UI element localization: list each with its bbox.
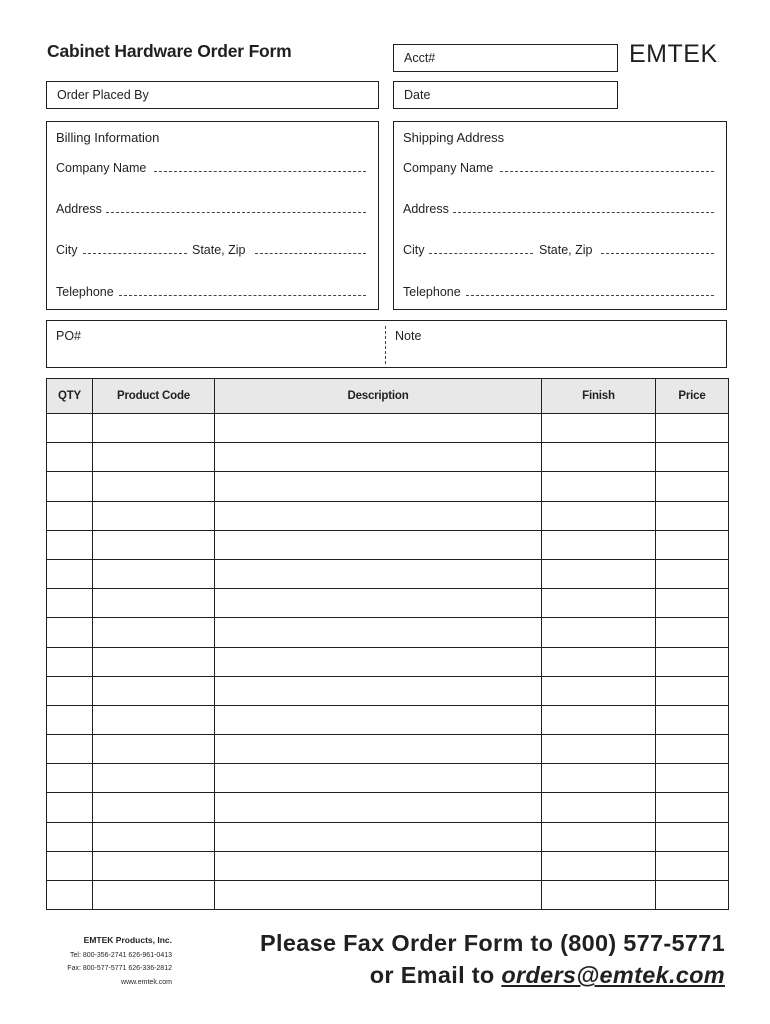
description-cell[interactable] xyxy=(215,735,542,764)
shipping-address-line[interactable] xyxy=(453,212,714,213)
qty-cell[interactable] xyxy=(47,443,93,472)
price-cell[interactable] xyxy=(656,589,729,618)
billing-address-label: Address xyxy=(56,202,102,216)
product-code-cell[interactable] xyxy=(93,881,215,910)
price-cell[interactable] xyxy=(656,764,729,793)
finish-cell[interactable] xyxy=(542,881,656,910)
description-cell[interactable] xyxy=(215,881,542,910)
table-row xyxy=(47,735,729,764)
product-code-cell[interactable] xyxy=(93,414,215,443)
product-code-cell[interactable] xyxy=(93,530,215,559)
date-field[interactable] xyxy=(393,81,618,109)
price-cell[interactable] xyxy=(656,443,729,472)
billing-state-zip-label: State, Zip xyxy=(192,243,246,257)
description-cell[interactable] xyxy=(215,414,542,443)
product-code-cell[interactable] xyxy=(93,793,215,822)
price-cell[interactable] xyxy=(656,793,729,822)
finish-cell[interactable] xyxy=(542,443,656,472)
price-cell[interactable] xyxy=(656,705,729,734)
qty-cell[interactable] xyxy=(47,559,93,588)
shipping-section xyxy=(393,121,727,310)
billing-city-line[interactable] xyxy=(83,253,187,254)
product-code-cell[interactable] xyxy=(93,735,215,764)
qty-cell[interactable] xyxy=(47,647,93,676)
emtek-logo xyxy=(629,40,720,69)
shipping-telephone-line[interactable] xyxy=(466,295,714,296)
shipping-company-label: Company Name xyxy=(403,161,494,175)
acct-field[interactable] xyxy=(393,44,618,72)
qty-cell[interactable] xyxy=(47,530,93,559)
finish-cell[interactable] xyxy=(542,676,656,705)
description-cell[interactable] xyxy=(215,472,542,501)
billing-company-label: Company Name xyxy=(56,161,147,175)
order-placed-by-label: Order Placed By xyxy=(57,88,149,102)
shipping-state-zip-line[interactable] xyxy=(601,253,714,254)
finish-cell[interactable] xyxy=(542,793,656,822)
description-cell[interactable] xyxy=(215,647,542,676)
description-cell[interactable] xyxy=(215,822,542,851)
finish-cell[interactable] xyxy=(542,559,656,588)
table-row xyxy=(47,647,729,676)
qty-cell[interactable] xyxy=(47,881,93,910)
description-cell[interactable] xyxy=(215,559,542,588)
description-cell[interactable] xyxy=(215,501,542,530)
table-header-row xyxy=(47,379,729,414)
company-info xyxy=(67,934,172,989)
price-cell[interactable] xyxy=(656,822,729,851)
column-header-price: Price xyxy=(656,379,729,414)
price-cell[interactable] xyxy=(656,676,729,705)
price-cell[interactable] xyxy=(656,647,729,676)
description-cell[interactable] xyxy=(215,530,542,559)
finish-cell[interactable] xyxy=(542,851,656,880)
price-cell[interactable] xyxy=(656,881,729,910)
billing-address-line[interactable] xyxy=(106,212,366,213)
finish-cell[interactable] xyxy=(542,618,656,647)
table-row xyxy=(47,414,729,443)
product-code-cell[interactable] xyxy=(93,589,215,618)
finish-cell[interactable] xyxy=(542,501,656,530)
finish-cell[interactable] xyxy=(542,472,656,501)
po-label: PO# xyxy=(56,329,82,343)
logo-dot: . xyxy=(717,58,720,64)
po-note-section xyxy=(46,320,727,368)
page-title: Cabinet Hardware Order Form xyxy=(47,41,292,61)
product-code-cell[interactable] xyxy=(93,764,215,793)
table-row xyxy=(47,443,729,472)
finish-cell[interactable] xyxy=(542,530,656,559)
finish-cell[interactable] xyxy=(542,414,656,443)
price-cell[interactable] xyxy=(656,472,729,501)
product-code-cell[interactable] xyxy=(93,705,215,734)
table-row xyxy=(47,705,729,734)
table-row xyxy=(47,793,729,822)
fax-instruction: Please Fax Order Form to (800) 577-5771 xyxy=(260,930,725,956)
finish-cell[interactable] xyxy=(542,735,656,764)
qty-cell[interactable] xyxy=(47,414,93,443)
description-cell[interactable] xyxy=(215,618,542,647)
price-cell[interactable] xyxy=(656,501,729,530)
date-label: Date xyxy=(404,88,431,102)
billing-section xyxy=(46,121,379,310)
qty-cell[interactable] xyxy=(47,735,93,764)
description-cell[interactable] xyxy=(215,676,542,705)
finish-cell[interactable] xyxy=(542,647,656,676)
qty-cell[interactable] xyxy=(47,793,93,822)
order-items-table xyxy=(46,378,729,910)
qty-cell[interactable] xyxy=(47,589,93,618)
column-header-finish: Finish xyxy=(542,379,656,414)
table-row xyxy=(47,559,729,588)
email-link[interactable]: orders@emtek.com xyxy=(501,962,725,988)
finish-cell[interactable] xyxy=(542,822,656,851)
shipping-address-label: Address xyxy=(403,202,449,216)
email-instruction xyxy=(370,962,725,989)
product-code-cell[interactable] xyxy=(93,647,215,676)
po-note-divider xyxy=(385,326,386,364)
description-cell[interactable] xyxy=(215,705,542,734)
table-row xyxy=(47,472,729,501)
billing-heading: Billing Information xyxy=(56,130,160,145)
table-row xyxy=(47,881,729,910)
column-header-qty: QTY xyxy=(47,379,93,414)
table-row xyxy=(47,530,729,559)
qty-cell[interactable] xyxy=(47,472,93,501)
qty-cell[interactable] xyxy=(47,764,93,793)
table-row xyxy=(47,822,729,851)
finish-cell[interactable] xyxy=(542,764,656,793)
price-cell[interactable] xyxy=(656,559,729,588)
note-label: Note xyxy=(395,329,422,343)
product-code-cell[interactable] xyxy=(93,618,215,647)
qty-cell[interactable] xyxy=(47,822,93,851)
qty-cell[interactable] xyxy=(47,501,93,530)
shipping-state-zip-label: State, Zip xyxy=(539,243,593,257)
company-name: EMTEK Products, Inc. xyxy=(83,935,172,945)
billing-telephone-line[interactable] xyxy=(119,295,366,296)
price-cell[interactable] xyxy=(656,414,729,443)
logo-text: EMTEK xyxy=(629,40,718,68)
acct-label: Acct# xyxy=(404,51,436,65)
shipping-telephone-label: Telephone xyxy=(403,285,461,299)
company-fax: Fax: 800-577-5771 626-336-2812 xyxy=(67,965,172,972)
price-cell[interactable] xyxy=(656,618,729,647)
billing-state-zip-line[interactable] xyxy=(255,253,366,254)
table-row xyxy=(47,589,729,618)
qty-cell[interactable] xyxy=(47,851,93,880)
price-cell[interactable] xyxy=(656,851,729,880)
billing-telephone-label: Telephone xyxy=(56,285,114,299)
qty-cell[interactable] xyxy=(47,618,93,647)
billing-city-label: City xyxy=(56,243,78,257)
price-cell[interactable] xyxy=(656,530,729,559)
table-row xyxy=(47,501,729,530)
company-tel: Tel: 800-356-2741 626-961-0413 xyxy=(70,951,172,959)
email-prefix: or Email to xyxy=(369,962,502,988)
finish-cell[interactable] xyxy=(542,705,656,734)
shipping-city-line[interactable] xyxy=(429,253,533,254)
qty-cell[interactable] xyxy=(47,676,93,705)
product-code-cell[interactable] xyxy=(93,501,215,530)
billing-company-line[interactable] xyxy=(154,171,366,172)
order-placed-by-field[interactable] xyxy=(46,81,379,109)
finish-cell[interactable] xyxy=(542,589,656,618)
description-cell[interactable] xyxy=(215,589,542,618)
shipping-city-label: City xyxy=(403,243,425,257)
column-header-description: Description xyxy=(215,379,542,414)
product-code-cell[interactable] xyxy=(93,851,215,880)
description-cell[interactable] xyxy=(215,851,542,880)
product-code-cell[interactable] xyxy=(93,559,215,588)
description-cell[interactable] xyxy=(215,793,542,822)
price-cell[interactable] xyxy=(656,735,729,764)
product-code-cell[interactable] xyxy=(93,443,215,472)
table-row xyxy=(47,851,729,880)
qty-cell[interactable] xyxy=(47,705,93,734)
table-row xyxy=(47,618,729,647)
product-code-cell[interactable] xyxy=(93,472,215,501)
column-header-product-code: Product Code xyxy=(93,379,215,414)
description-cell[interactable] xyxy=(215,443,542,472)
description-cell[interactable] xyxy=(215,764,542,793)
shipping-company-line[interactable] xyxy=(500,171,714,172)
product-code-cell[interactable] xyxy=(93,822,215,851)
company-website: www.emtek.com xyxy=(121,978,172,986)
table-row xyxy=(47,764,729,793)
shipping-heading: Shipping Address xyxy=(403,130,505,145)
table-row xyxy=(47,676,729,705)
product-code-cell[interactable] xyxy=(93,676,215,705)
